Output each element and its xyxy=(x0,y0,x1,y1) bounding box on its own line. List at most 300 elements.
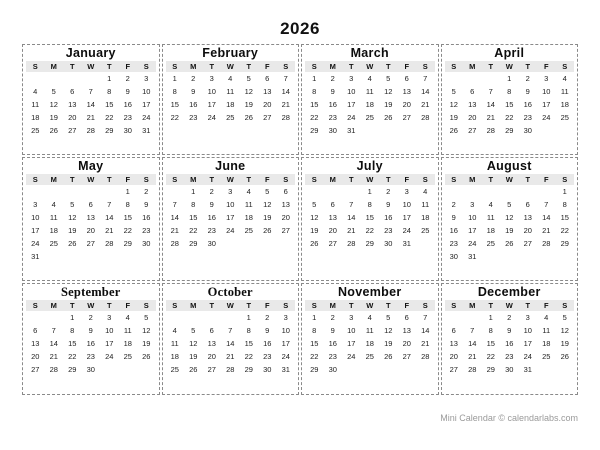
week-row xyxy=(26,224,156,237)
week-row xyxy=(445,250,575,263)
empty-day-cell xyxy=(184,311,203,324)
day-cell: 27 xyxy=(86,239,95,248)
weekday-label: S xyxy=(445,61,464,72)
day-cell: 8 xyxy=(107,87,112,96)
day-cell: 7 xyxy=(349,200,354,209)
day-cell: 16 xyxy=(449,226,458,235)
empty-day-cell xyxy=(45,311,64,324)
empty-day-cell xyxy=(166,311,185,324)
day-cell: 17 xyxy=(31,226,40,235)
weekday-label: S xyxy=(166,61,185,72)
weekday-label: T xyxy=(519,174,538,185)
week-row xyxy=(305,198,435,211)
week-row xyxy=(305,124,435,137)
day-cell: 3 xyxy=(107,313,112,322)
weekday-label: W xyxy=(361,300,380,311)
day-cell: 29 xyxy=(310,126,319,135)
day-cell: 24 xyxy=(105,352,114,361)
weekday-label: S xyxy=(137,300,156,311)
weekday-label: M xyxy=(324,300,343,311)
weekday-label: S xyxy=(166,174,185,185)
empty-day-cell xyxy=(537,250,556,263)
weekday-label: S xyxy=(277,61,296,72)
weekday-label: S xyxy=(416,300,435,311)
day-cell: 6 xyxy=(330,200,335,209)
week-row xyxy=(166,72,296,85)
day-cell: 1 xyxy=(70,313,75,322)
day-cell: 20 xyxy=(328,226,337,235)
day-cell: 3 xyxy=(349,313,354,322)
day-cell: 7 xyxy=(172,200,177,209)
weekday-header xyxy=(26,174,156,185)
day-cell: 28 xyxy=(86,126,95,135)
weekday-label: T xyxy=(482,300,501,311)
day-cell: 10 xyxy=(31,213,40,222)
day-cell: 20 xyxy=(86,226,95,235)
week-row xyxy=(26,72,156,85)
day-cell: 25 xyxy=(365,352,374,361)
empty-day-cell xyxy=(556,363,575,376)
day-cell: 31 xyxy=(142,126,151,135)
day-cell: 26 xyxy=(244,113,253,122)
empty-day-cell xyxy=(221,237,240,250)
day-cell: 5 xyxy=(451,87,456,96)
day-cell: 26 xyxy=(263,226,272,235)
day-cell: 6 xyxy=(404,313,409,322)
empty-day-cell xyxy=(379,363,398,376)
day-cell: 31 xyxy=(281,365,290,374)
day-cell: 9 xyxy=(265,326,270,335)
day-cell: 13 xyxy=(86,213,95,222)
day-cell: 28 xyxy=(49,365,58,374)
day-cell: 19 xyxy=(189,352,198,361)
day-cell: 12 xyxy=(560,326,569,335)
day-cell: 27 xyxy=(449,365,458,374)
empty-day-cell xyxy=(416,237,435,250)
day-cell: 15 xyxy=(244,339,253,348)
day-cell: 14 xyxy=(170,213,179,222)
empty-day-cell xyxy=(500,250,519,263)
day-cell: 4 xyxy=(562,74,567,83)
day-cell: 23 xyxy=(207,226,216,235)
weekday-label: S xyxy=(137,174,156,185)
day-cell: 16 xyxy=(86,339,95,348)
day-cell: 15 xyxy=(170,100,179,109)
day-cell: 3 xyxy=(544,74,549,83)
month-calendar xyxy=(301,157,439,281)
day-cell: 28 xyxy=(421,113,430,122)
week-row xyxy=(166,198,296,211)
day-cell: 4 xyxy=(423,187,428,196)
day-cell: 19 xyxy=(142,339,151,348)
week-row xyxy=(166,350,296,363)
day-cell: 24 xyxy=(281,352,290,361)
week-row xyxy=(26,311,156,324)
day-cell: 17 xyxy=(226,213,235,222)
weekday-header xyxy=(445,300,575,311)
month-days xyxy=(445,72,575,137)
day-cell: 31 xyxy=(31,252,40,261)
day-cell: 20 xyxy=(281,213,290,222)
day-cell: 18 xyxy=(226,100,235,109)
day-cell: 4 xyxy=(246,187,251,196)
day-cell: 6 xyxy=(470,87,475,96)
day-cell: 30 xyxy=(523,126,532,135)
day-cell: 6 xyxy=(265,74,270,83)
day-cell: 3 xyxy=(144,74,149,83)
weekday-label: T xyxy=(519,61,538,72)
day-cell: 7 xyxy=(51,326,56,335)
empty-day-cell xyxy=(500,185,519,198)
day-cell: 26 xyxy=(189,365,198,374)
day-cell: 16 xyxy=(189,100,198,109)
day-cell: 9 xyxy=(191,87,196,96)
weekday-label: W xyxy=(500,300,519,311)
empty-day-cell xyxy=(203,311,222,324)
month-days xyxy=(26,185,156,263)
day-cell: 6 xyxy=(88,200,93,209)
empty-day-cell xyxy=(26,311,45,324)
month-table xyxy=(305,300,435,376)
day-cell: 21 xyxy=(486,113,495,122)
day-cell: 3 xyxy=(209,74,214,83)
weekday-label: T xyxy=(240,300,259,311)
day-cell: 14 xyxy=(421,326,430,335)
empty-day-cell xyxy=(221,311,240,324)
empty-day-cell xyxy=(45,72,64,85)
day-cell: 21 xyxy=(281,100,290,109)
empty-day-cell xyxy=(342,185,361,198)
day-cell: 28 xyxy=(347,239,356,248)
day-cell: 18 xyxy=(560,100,569,109)
day-cell: 25 xyxy=(560,113,569,122)
day-cell: 11 xyxy=(170,339,179,348)
month-days xyxy=(445,185,575,263)
day-cell: 16 xyxy=(328,100,337,109)
day-cell: 25 xyxy=(542,352,551,361)
day-cell: 15 xyxy=(68,339,77,348)
month-table xyxy=(166,174,296,250)
day-cell: 24 xyxy=(226,226,235,235)
day-cell: 28 xyxy=(170,239,179,248)
week-row xyxy=(26,124,156,137)
weekday-header xyxy=(445,61,575,72)
day-cell: 4 xyxy=(172,326,177,335)
day-cell: 7 xyxy=(423,313,428,322)
month-table xyxy=(166,61,296,124)
weekday-header xyxy=(305,174,435,185)
empty-day-cell xyxy=(463,311,482,324)
weekday-label: F xyxy=(537,300,556,311)
day-cell: 14 xyxy=(486,100,495,109)
week-row xyxy=(445,72,575,85)
day-cell: 10 xyxy=(468,213,477,222)
empty-day-cell xyxy=(63,185,82,198)
empty-day-cell xyxy=(445,72,464,85)
month-days xyxy=(305,185,435,250)
day-cell: 2 xyxy=(451,200,456,209)
day-cell: 12 xyxy=(68,213,77,222)
day-cell: 8 xyxy=(172,87,177,96)
day-cell: 11 xyxy=(365,87,374,96)
day-cell: 13 xyxy=(449,339,458,348)
day-cell: 19 xyxy=(49,113,58,122)
weekday-label: T xyxy=(482,61,501,72)
day-cell: 8 xyxy=(312,87,317,96)
day-cell: 18 xyxy=(170,352,179,361)
day-cell: 29 xyxy=(244,365,253,374)
day-cell: 18 xyxy=(365,339,374,348)
day-cell: 21 xyxy=(86,113,95,122)
month-table xyxy=(305,61,435,137)
day-cell: 22 xyxy=(365,226,374,235)
weekday-header xyxy=(26,61,156,72)
empty-day-cell xyxy=(556,124,575,137)
day-cell: 5 xyxy=(265,187,270,196)
week-row xyxy=(26,337,156,350)
month-title: February xyxy=(202,46,259,60)
day-cell: 14 xyxy=(281,87,290,96)
day-cell: 16 xyxy=(523,100,532,109)
empty-day-cell xyxy=(63,250,82,263)
day-cell: 17 xyxy=(347,100,356,109)
empty-day-cell xyxy=(463,72,482,85)
weekday-label: F xyxy=(119,174,138,185)
day-cell: 14 xyxy=(347,213,356,222)
day-cell: 30 xyxy=(505,365,514,374)
day-cell: 24 xyxy=(347,352,356,361)
year-title: 2026 xyxy=(280,19,320,38)
empty-day-cell xyxy=(361,363,380,376)
day-cell: 17 xyxy=(523,339,532,348)
day-cell: 30 xyxy=(328,365,337,374)
weekday-label: S xyxy=(556,61,575,72)
weekday-label: S xyxy=(445,174,464,185)
day-cell: 13 xyxy=(281,200,290,209)
day-cell: 10 xyxy=(207,87,216,96)
day-cell: 7 xyxy=(107,200,112,209)
week-row xyxy=(305,111,435,124)
day-cell: 9 xyxy=(386,200,391,209)
day-cell: 7 xyxy=(283,74,288,83)
empty-day-cell xyxy=(379,124,398,137)
day-cell: 18 xyxy=(542,339,551,348)
day-cell: 30 xyxy=(142,239,151,248)
day-cell: 16 xyxy=(384,213,393,222)
month-calendar xyxy=(301,283,439,395)
day-cell: 15 xyxy=(560,213,569,222)
weekday-label: T xyxy=(63,61,82,72)
weekday-label: T xyxy=(203,61,222,72)
weekday-header xyxy=(305,300,435,311)
day-cell: 21 xyxy=(542,226,551,235)
weekday-label: M xyxy=(324,174,343,185)
week-row xyxy=(26,185,156,198)
month-title: June xyxy=(215,159,246,173)
day-cell: 4 xyxy=(544,313,549,322)
day-cell: 16 xyxy=(263,339,272,348)
month-table xyxy=(26,61,156,137)
day-cell: 11 xyxy=(244,200,253,209)
day-cell: 1 xyxy=(191,187,196,196)
day-cell: 10 xyxy=(281,326,290,335)
day-cell: 2 xyxy=(125,74,130,83)
day-cell: 10 xyxy=(523,326,532,335)
weekday-label: F xyxy=(258,300,277,311)
day-cell: 11 xyxy=(226,87,235,96)
day-cell: 5 xyxy=(144,313,149,322)
weekday-label: W xyxy=(221,61,240,72)
day-cell: 5 xyxy=(386,313,391,322)
weekday-label: F xyxy=(119,300,138,311)
day-cell: 7 xyxy=(488,87,493,96)
day-cell: 3 xyxy=(349,74,354,83)
day-cell: 20 xyxy=(402,100,411,109)
empty-day-cell xyxy=(482,185,501,198)
weekday-label: M xyxy=(463,61,482,72)
day-cell: 28 xyxy=(486,126,495,135)
day-cell: 22 xyxy=(560,226,569,235)
day-cell: 20 xyxy=(523,226,532,235)
day-cell: 18 xyxy=(123,339,132,348)
week-row xyxy=(305,363,435,376)
day-cell: 12 xyxy=(449,100,458,109)
empty-day-cell xyxy=(416,363,435,376)
weekday-label: W xyxy=(361,174,380,185)
day-cell: 12 xyxy=(384,87,393,96)
month-days xyxy=(445,311,575,376)
day-cell: 30 xyxy=(207,239,216,248)
day-cell: 26 xyxy=(68,239,77,248)
day-cell: 1 xyxy=(367,187,372,196)
day-cell: 12 xyxy=(189,339,198,348)
day-cell: 31 xyxy=(402,239,411,248)
day-cell: 7 xyxy=(88,87,93,96)
week-row xyxy=(445,98,575,111)
day-cell: 22 xyxy=(105,113,114,122)
day-cell: 1 xyxy=(172,74,177,83)
day-cell: 31 xyxy=(347,126,356,135)
day-cell: 23 xyxy=(142,226,151,235)
week-row xyxy=(305,224,435,237)
weekday-label: T xyxy=(240,61,259,72)
month-title: January xyxy=(65,46,116,60)
day-cell: 17 xyxy=(402,213,411,222)
day-cell: 13 xyxy=(468,100,477,109)
day-cell: 23 xyxy=(523,113,532,122)
weekday-label: F xyxy=(258,174,277,185)
footer-credit: Mini Calendar © calendarlabs.com xyxy=(440,413,578,423)
day-cell: 9 xyxy=(209,200,214,209)
day-cell: 5 xyxy=(507,200,512,209)
empty-day-cell xyxy=(82,185,101,198)
day-cell: 22 xyxy=(310,113,319,122)
week-row xyxy=(305,211,435,224)
weekday-label: M xyxy=(184,300,203,311)
day-cell: 25 xyxy=(486,239,495,248)
empty-day-cell xyxy=(482,250,501,263)
day-cell: 23 xyxy=(123,113,132,122)
weekday-label: T xyxy=(203,174,222,185)
empty-day-cell xyxy=(100,363,119,376)
empty-day-cell xyxy=(482,72,501,85)
day-cell: 23 xyxy=(189,113,198,122)
week-row xyxy=(26,198,156,211)
calendar-grid xyxy=(22,44,578,399)
day-cell: 18 xyxy=(244,213,253,222)
day-cell: 22 xyxy=(310,352,319,361)
day-cell: 14 xyxy=(542,213,551,222)
week-row xyxy=(305,324,435,337)
day-cell: 27 xyxy=(263,113,272,122)
day-cell: 10 xyxy=(347,326,356,335)
day-cell: 19 xyxy=(560,339,569,348)
day-cell: 28 xyxy=(226,365,235,374)
month-days xyxy=(26,311,156,376)
day-cell: 2 xyxy=(209,187,214,196)
weekday-header xyxy=(26,300,156,311)
month-title: December xyxy=(477,285,541,299)
day-cell: 10 xyxy=(402,200,411,209)
empty-day-cell xyxy=(537,185,556,198)
month-calendar xyxy=(162,283,300,395)
day-cell: 9 xyxy=(525,87,530,96)
day-cell: 13 xyxy=(402,87,411,96)
empty-day-cell xyxy=(537,363,556,376)
empty-day-cell xyxy=(258,237,277,250)
day-cell: 12 xyxy=(310,213,319,222)
weekday-label: F xyxy=(119,61,138,72)
day-cell: 6 xyxy=(209,326,214,335)
day-cell: 1 xyxy=(246,313,251,322)
day-cell: 19 xyxy=(68,226,77,235)
week-row xyxy=(26,211,156,224)
day-cell: 23 xyxy=(86,352,95,361)
day-cell: 7 xyxy=(228,326,233,335)
month-title: October xyxy=(207,285,253,299)
weekday-label: T xyxy=(342,61,361,72)
day-cell: 13 xyxy=(402,326,411,335)
week-row xyxy=(305,337,435,350)
weekday-label: T xyxy=(63,300,82,311)
empty-day-cell xyxy=(137,250,156,263)
weekday-label: S xyxy=(305,174,324,185)
day-cell: 8 xyxy=(488,326,493,335)
day-cell: 2 xyxy=(330,74,335,83)
month-table xyxy=(305,174,435,250)
week-row xyxy=(305,98,435,111)
week-row xyxy=(445,211,575,224)
day-cell: 10 xyxy=(347,87,356,96)
day-cell: 18 xyxy=(31,113,40,122)
day-cell: 8 xyxy=(312,326,317,335)
day-cell: 1 xyxy=(125,187,130,196)
week-row xyxy=(445,124,575,137)
month-table xyxy=(26,300,156,376)
day-cell: 22 xyxy=(486,352,495,361)
day-cell: 28 xyxy=(468,365,477,374)
day-cell: 18 xyxy=(365,100,374,109)
month-days xyxy=(305,72,435,137)
day-cell: 15 xyxy=(505,100,514,109)
day-cell: 8 xyxy=(246,326,251,335)
day-cell: 28 xyxy=(421,352,430,361)
month-days xyxy=(166,311,296,376)
weekday-label: S xyxy=(277,300,296,311)
day-cell: 15 xyxy=(365,213,374,222)
weekday-label: S xyxy=(556,174,575,185)
day-cell: 23 xyxy=(449,239,458,248)
